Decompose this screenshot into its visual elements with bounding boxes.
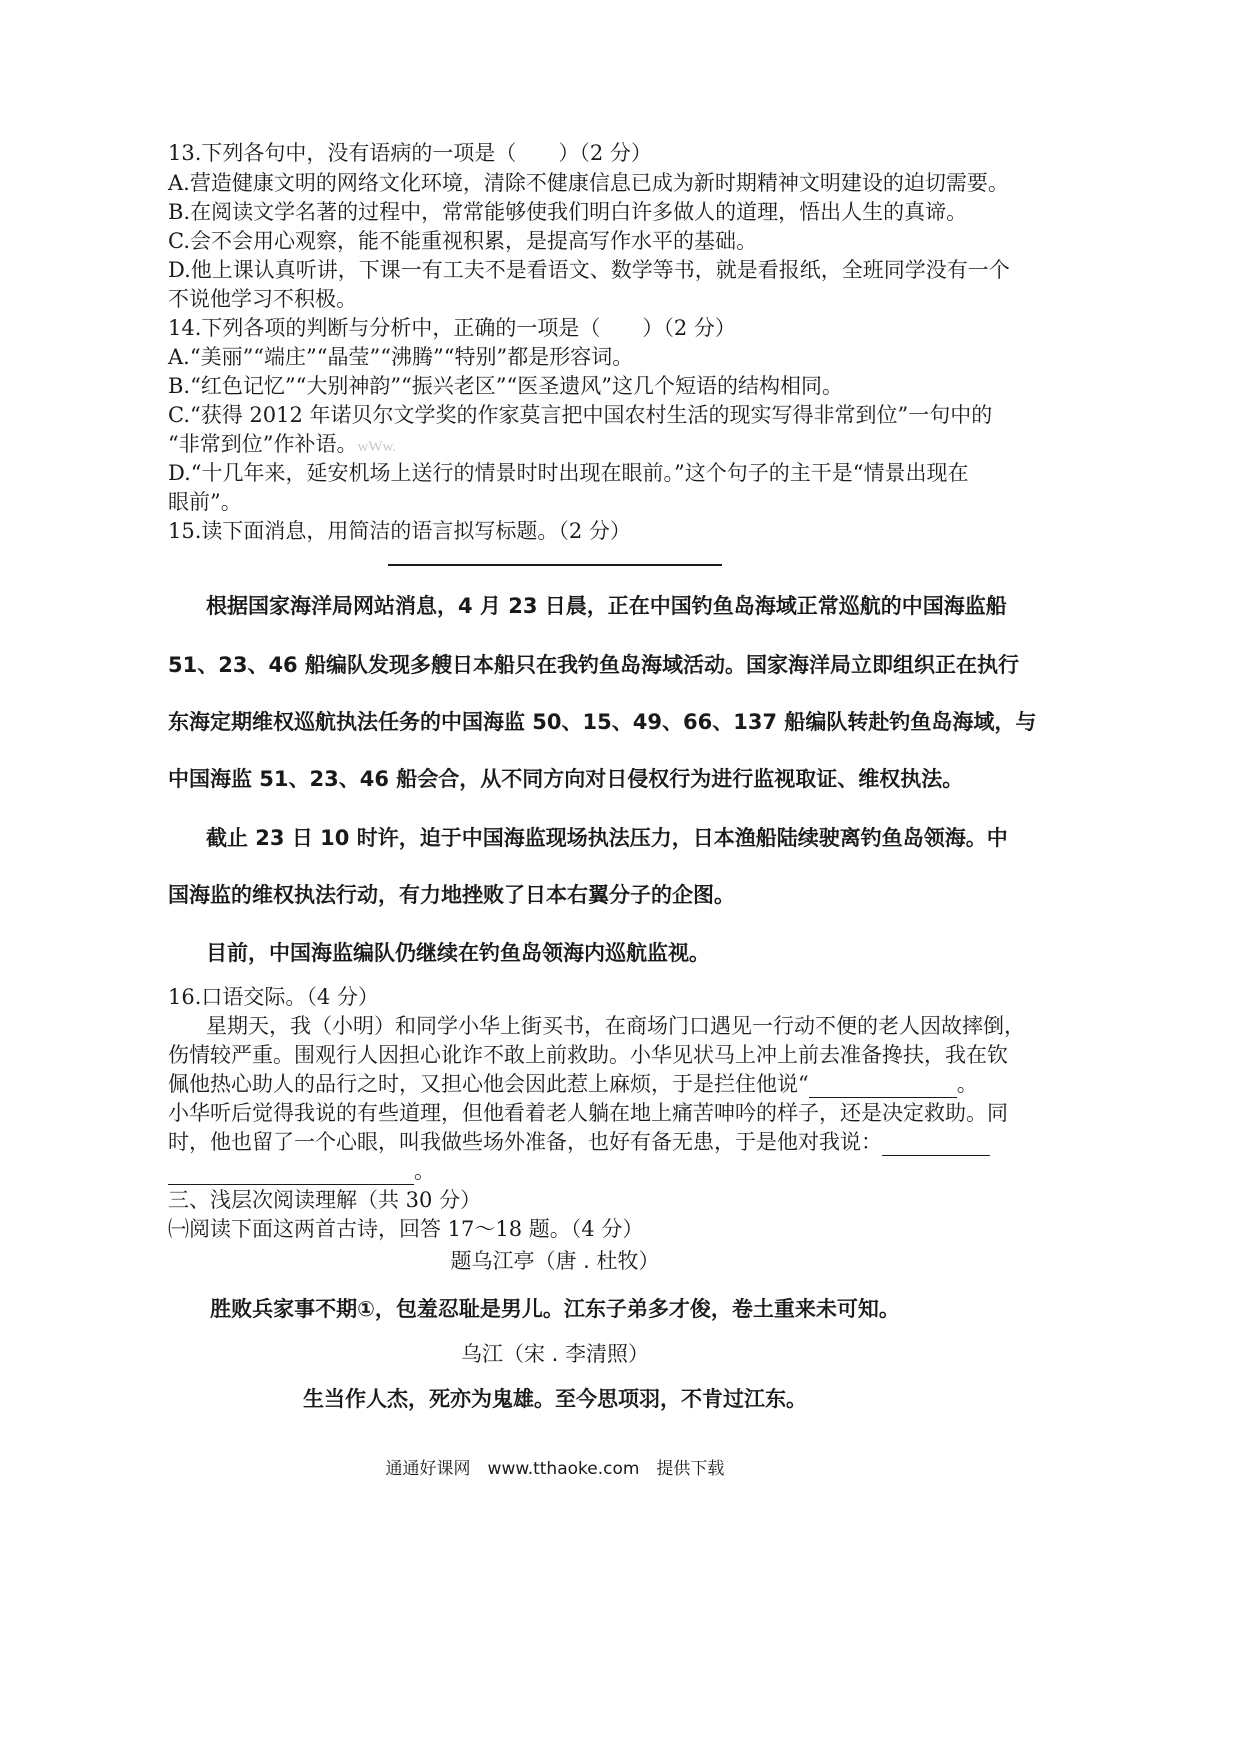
news-paragraph3-line1: 目前，中国海监编队仍继续在钓鱼岛领海内巡航监视。 xyxy=(206,941,710,965)
q16-line3 xyxy=(168,1068,978,1098)
q16-line3-end: 。 xyxy=(956,1072,978,1096)
poem2-text: 生当作人杰，死亦为鬼雄。至今思项羽，不肯过江东。 xyxy=(303,1387,807,1411)
q13-option-b: B.在阅读文学名著的过程中，常常能够使我们明白许多做人的道理，悟出人生的真谛。 xyxy=(168,200,968,224)
q15-answer-blank[interactable] xyxy=(388,564,722,566)
q14-option-d-line2: 眼前”。 xyxy=(168,490,242,514)
section3-subheading: ㈠阅读下面这两首古诗，回答 17～18 题。（4 分） xyxy=(168,1217,644,1241)
news-paragraph1-line1: 根据国家海洋局网站消息，4 月 23 日晨，正在中国钓鱼岛海域正常巡航的中国海监船 xyxy=(206,594,1007,618)
q13-option-c: C.会不会用心观察，能不能重视积累，是提高写作水平的基础。 xyxy=(168,229,757,253)
q13-option-d-line2: 不说他学习不积极。 xyxy=(168,287,357,311)
q14-option-b: B.“红色记忆”“大别神韵”“振兴老区”“医圣遗风”这几个短语的结构相同。 xyxy=(168,374,843,398)
q14-option-c-line2 xyxy=(168,428,396,458)
q16-line5 xyxy=(168,1126,990,1156)
q14-option-c-text: “非常到位”作补语。 xyxy=(168,432,358,456)
news-paragraph1-line3: 东海定期维权巡航执法任务的中国海监 50、15、49、66、137 船编队转赴钓鱼岛海域，与 xyxy=(168,710,1037,734)
q16-line6-end: 。 xyxy=(414,1159,435,1183)
q16-line6 xyxy=(168,1155,435,1185)
news-paragraph1-line4: 中国海监 51、23、46 船会合，从不同方向对日侵权行为进行监视取证、维权执法。 xyxy=(168,767,964,791)
q14-option-c-line1: C.“获得 2012 年诺贝尔文学奖的作家莫言把中国农村生活的现实写得非常到位”一句中的 xyxy=(168,403,993,427)
q16-line2: 伤情较严重。围观行人因担心讹诈不敢上前救助。小华见状马上冲上前去准备搀扶，我在钦 xyxy=(168,1043,1008,1067)
news-paragraph2-line2: 国海监的维权执法行动，有力地挫败了日本右翼分子的企图。 xyxy=(168,883,735,907)
poem1-title: 题乌江亭（唐 . 杜牧） xyxy=(450,1249,660,1273)
q16-stem: 16.口语交际。（4 分） xyxy=(168,985,379,1009)
q16-answer-blank2[interactable] xyxy=(882,1133,990,1156)
watermark-text: wWw. xyxy=(357,439,397,455)
q14-stem: 14.下列各项的判断与分析中，正确的一项是（ ）（2 分） xyxy=(168,316,736,340)
poem1-text: 胜败兵家事不期①，包羞忍耻是男儿。江东子弟多才俊，卷土重来未可知。 xyxy=(210,1297,900,1321)
news-paragraph2-line1: 截止 23 日 10 时许，迫于中国海监现场执法压力，日本渔船陆续驶离钓鱼岛领海。中 xyxy=(206,826,1008,850)
q16-line3-text: 佩他热心助人的品行之时，又担心他会因此惹上麻烦，于是拦住他说“ xyxy=(168,1072,809,1096)
q14-option-a: A.“美丽”“端庄”“晶莹”“沸腾”“特别”都是形容词。 xyxy=(168,345,634,369)
q13-stem: 13.下列各句中，没有语病的一项是（ ）（2 分） xyxy=(168,141,652,165)
q16-line1: 星期天，我（小明）和同学小华上街买书，在商场门口遇见一行动不便的老人因故摔倒， xyxy=(206,1014,1025,1038)
q14-option-d-line1: D.“十几年来，延安机场上送行的情景时时出现在眼前。”这个句子的主干是“情景出现在 xyxy=(168,461,969,485)
q16-answer-blank2-continued[interactable] xyxy=(168,1162,414,1185)
q16-answer-blank1[interactable] xyxy=(809,1075,957,1098)
q15-stem: 15.读下面消息，用简洁的语言拟写标题。（2 分） xyxy=(168,519,631,543)
q13-option-a: A.营造健康文明的网络文化环境，清除不健康信息已成为新时期精神文明建设的迫切需要。 xyxy=(168,171,1009,195)
q13-option-d-line1: D.他上课认真听讲，下课一有工夫不是看语文、数学等书，就是看报纸，全班同学没有一个 xyxy=(168,258,1010,282)
page-footer: 通通好课网 www.tthaoke.com 提供下载 xyxy=(385,1459,725,1479)
q16-line5-text: 时，他也留了一个心眼，叫我做些场外准备，也好有备无患，于是他对我说： xyxy=(168,1130,882,1154)
poem2-title: 乌江（宋 . 李清照） xyxy=(460,1342,650,1366)
section3-heading: 三、浅层次阅读理解（共 30 分） xyxy=(168,1188,482,1212)
q16-line4: 小华听后觉得我说的有些道理，但他看着老人躺在地上痛苦呻吟的样子，还是决定救助。同 xyxy=(168,1101,1008,1125)
news-paragraph1-line2: 51、23、46 船编队发现多艘日本船只在我钓鱼岛海域活动。国家海洋局立即组织正在执行 xyxy=(168,653,1019,677)
